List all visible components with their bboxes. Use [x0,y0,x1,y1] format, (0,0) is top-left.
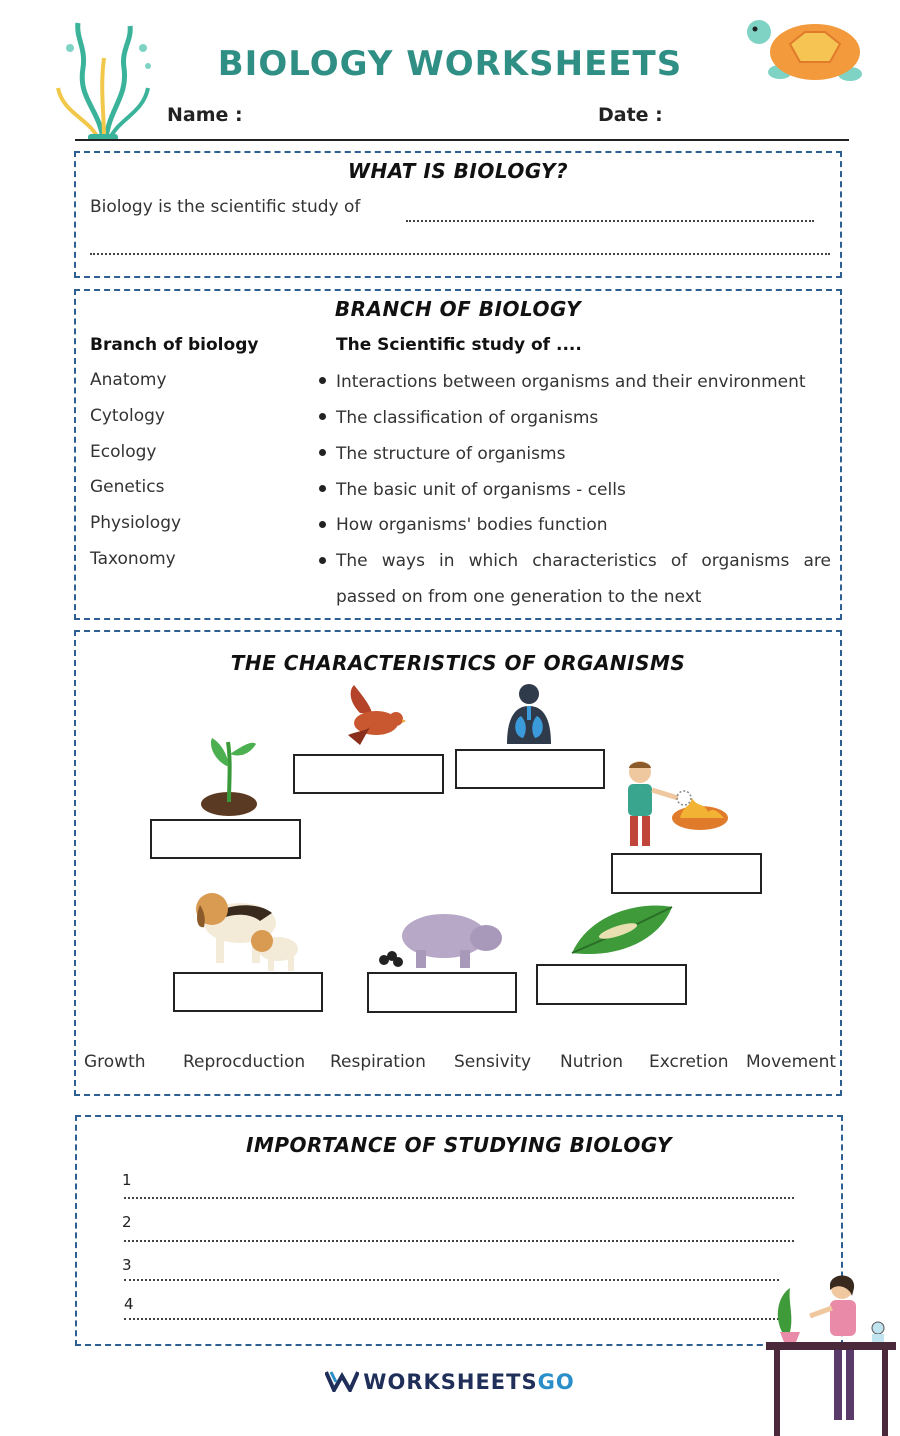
study-item: The structure of organisms [336,444,566,464]
header-divider [75,139,849,141]
date-label: Date : [598,104,663,126]
label-box-bird[interactable] [293,754,444,794]
branch-item: Genetics [90,477,165,497]
what-is-biology-title: WHAT IS BIOLOGY? [347,159,569,183]
study-item: The classification of organisms [336,408,599,428]
answer-number: 1 [122,1171,132,1189]
bullet-icon [319,377,326,384]
label-box-growth-plant[interactable] [150,819,301,859]
caterpillar-leaf-illustration [570,903,674,959]
label-box-excretion[interactable] [367,972,517,1013]
branch-item: Taxonomy [90,549,176,569]
word-sensitivity: Sensivity [454,1052,532,1072]
definition-answer-line-1[interactable] [406,220,814,222]
word-movement: Movement [746,1052,837,1072]
word-respiration: Respiration [330,1052,426,1072]
bullet-icon [319,557,326,564]
importance-answer-line-2[interactable] [124,1240,794,1242]
study-item: The ways in which characteristics of organisms are [336,551,831,571]
branch-column-header: Branch of biology [90,335,259,355]
footer-logo[interactable] [0,1370,900,1394]
biology-definition-prompt: Biology is the scientific study of [90,197,361,217]
word-growth: Growth [84,1052,146,1072]
label-box-nutrition[interactable] [536,964,687,1005]
importance-answer-line-3[interactable] [124,1279,779,1281]
definition-answer-line-2[interactable] [90,253,830,255]
brand-name-primary: WORKSHEETS [363,1370,538,1394]
page-title: BIOLOGY WORKSHEETS [217,44,683,84]
bullet-icon [319,521,326,528]
lungs-illustration [503,682,555,744]
study-column-header: The Scientific study of .... [336,335,582,355]
answer-number: 2 [122,1213,132,1231]
importance-answer-line-4[interactable] [124,1318,779,1320]
worksheetsgo-logo-icon [325,1370,359,1392]
bird-illustration [340,683,406,751]
sprout-illustration [198,722,260,818]
bullet-icon [319,413,326,420]
characteristics-title: THE CHARACTERISTICS OF ORGANISMS [230,651,686,675]
brand-name-accent: GO [537,1370,575,1394]
importance-answer-line-1[interactable] [124,1197,794,1199]
scientist-girl-illustration [760,1272,900,1436]
study-item-continued: passed on from one generation to the next [336,587,702,607]
bullet-icon [319,485,326,492]
hippo-illustration [376,908,504,970]
label-box-sensitivity[interactable] [611,853,762,894]
answer-number: 4 [124,1295,134,1313]
word-excretion: Excretion [649,1052,729,1072]
label-box-reproduction[interactable] [173,972,323,1012]
boy-fire-illustration [620,758,728,854]
branch-item: Physiology [90,513,182,533]
importance-title: IMPORTANCE OF STUDYING BIOLOGY [246,1133,672,1157]
name-label: Name : [167,104,243,126]
word-reproduction: Reprocduction [183,1052,306,1072]
branch-of-biology-title: BRANCH OF BIOLOGY [334,297,582,321]
answer-number: 3 [122,1256,132,1274]
branch-item: Anatomy [90,370,167,390]
bullet-icon [319,449,326,456]
branch-item: Ecology [90,442,157,462]
word-nutrition: Nutrion [560,1052,624,1072]
study-item: Interactions between organisms and their environment [336,372,806,392]
study-item: How organisms' bodies function [336,515,608,535]
study-item: The basic unit of organisms - cells [336,480,626,500]
branch-item: Cytology [90,406,165,426]
dogs-illustration [190,883,308,973]
label-box-lungs[interactable] [455,749,605,789]
